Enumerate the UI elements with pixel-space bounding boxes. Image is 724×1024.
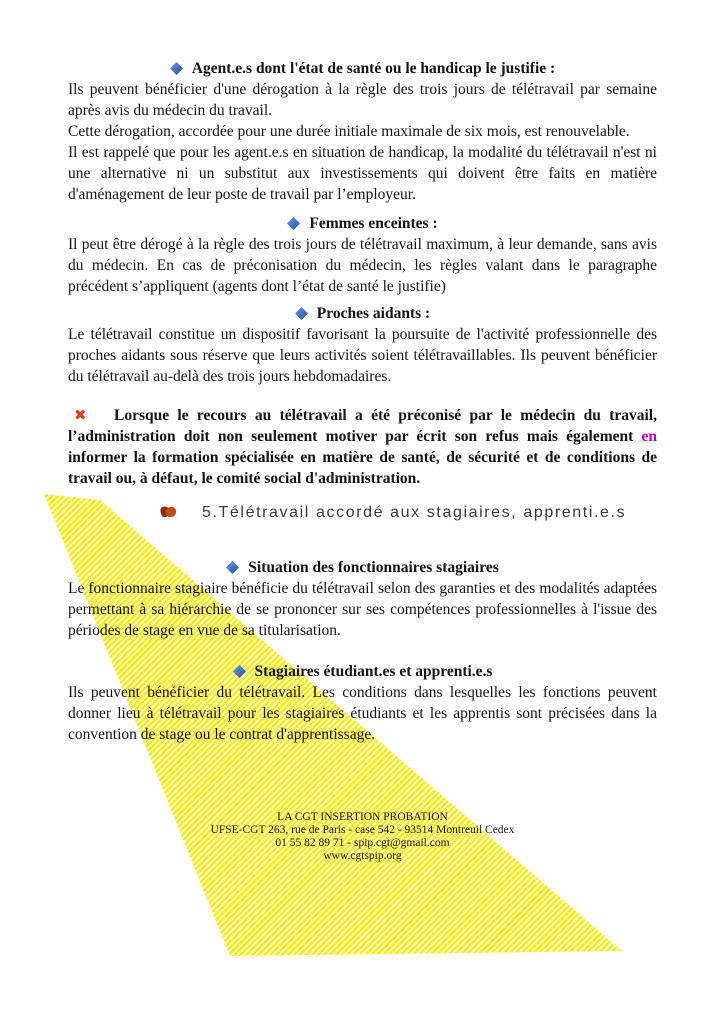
heading-label: Agent.e.s dont l'état de santé ou le handicap le justifie : [191,60,556,77]
red-cross-icon: ✖ [74,406,87,424]
alert-highlight-word: en [641,428,657,445]
heading-label: Proches aidants : [316,305,431,322]
leaf-marker-icon [158,504,180,522]
footer-website: www.cgtspip.org [323,850,402,862]
blue-diamond-icon [226,561,239,574]
blue-diamond-icon [287,217,300,230]
alert-text-part2: informer la formation spécialisée en matière de santé, de sécurité et de conditions de travail ou, à défaut, le comité social d'administration. [68,449,657,487]
paragraph-proches: Le télétravail constitue un dispositif favorisant la poursuite de l'activité professionnelle des proches aidants sous réserve que leurs activités soient télétravaillables. Ils peuvent bénéficier du télétravail au-delà des trois jours hebdomadaires. [68,326,657,385]
section-5-title-row [158,501,657,525]
heading-label: Femmes enceintes : [309,215,438,232]
footer-block [68,811,657,863]
heading-sante-handicap [68,58,657,79]
paragraph-derogation: Ils peuvent bénéficier d'une dérogation à la règle des trois jours de télétravail par semaine après avis du médecin du travail. [68,81,657,119]
paragraph-femmes: Il peut être dérogé à la règle des trois jours de télétravail maximum, à leur demande, sans avis du médecin. En cas de préconisation du médecin, les règles valant dans le paragraphe précédent s’appliquent (agents dont l’état de santé le justifie) [68,236,657,295]
section-5-title: 5.Télétravail accordé aux stagiaires, apprenti.e.s [202,504,627,521]
heading-label: Situation des fonctionnaires stagiaires [248,559,499,576]
heading-proches-aidants [68,303,657,324]
alert-paragraph [68,405,657,489]
paragraph-fonctionnaire-stagiaire: Le fonctionnaire stagiaire bénéficie du télétravail selon des garanties et des modalités adaptées permettant à sa hiérarchie de se prononcer sur ses compétences professionnelles à l'issue des périodes de stage en vue de sa titularisation. [68,580,657,639]
footer-phone-email: 01 55 82 89 71 - spip.cgt@gmail.com [275,837,450,849]
blue-diamond-icon [295,307,308,320]
paragraph-duree: Cette dérogation, accordée pour une durée initiale maximale de six mois, est renouvelable. [68,123,630,140]
page-content [68,58,657,863]
heading-label: Stagiaires étudiant.es et apprenti.e.s [254,663,493,680]
blue-diamond-icon [233,665,246,678]
paragraph-handicap: Il est rappelé que pour les agent.e.s en situation de handicap, la modalité du télétravail n'est ni une alternative ni un substitut aux investissements qui doivent être faits en matière d'aménagement de leur poste de travail par l’employeur. [68,144,657,203]
footer-address: UFSE-CGT 263, rue de Paris - case 542 - 93514 Montreuil Cedex [210,824,515,836]
heading-situation-stagiaires [68,557,657,578]
alert-text-part1: Lorsque le recours au télétravail a été préconisé par le médecin du travail, l’administration doit non seulement motiver par écrit son refus mais également [68,407,657,445]
heading-femmes-enceintes [68,213,657,234]
paragraph-etudiants-apprentis: Ils peuvent bénéficier du télétravail. Les conditions dans lesquelles les fonctions peuvent donner lieu à télétravail pour les stagiaires étudiants et les apprentis sont précisées dans la convention de stage ou le contrat d'apprentissage. [68,684,657,743]
footer-org-name: LA CGT INSERTION PROBATION [277,811,448,823]
heading-stagiaires-etudiants [68,661,657,682]
blue-diamond-icon [170,62,183,75]
